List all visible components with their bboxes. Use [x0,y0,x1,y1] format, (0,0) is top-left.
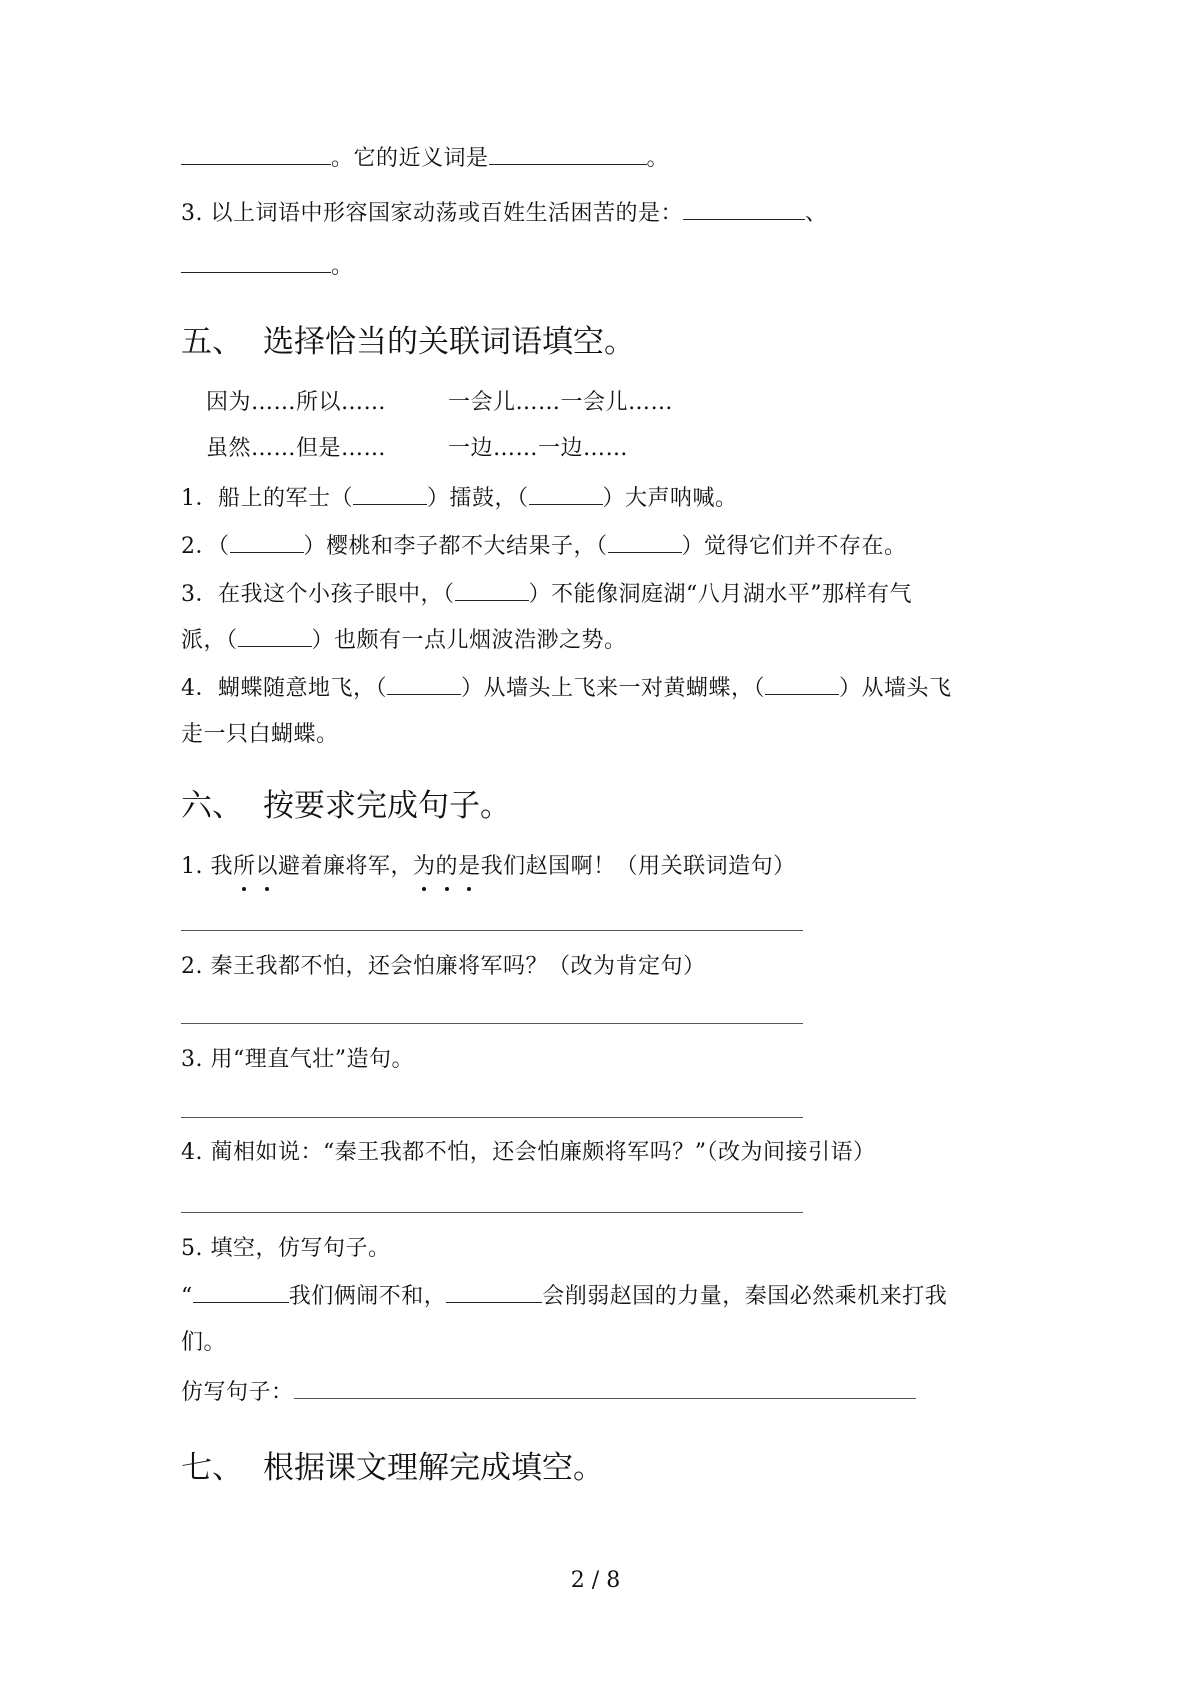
sec5-q4: 4．蝴蝶随意地飞，（ ）从墙头上飞来一对黄蝴蝶，（ ）从墙头飞 [181,672,952,704]
sec6-q4: 4. 蔺相如说：“秦王我都不怕，还会怕廉颇将军吗？”（改为间接引语） [181,1140,876,1165]
fill-blank[interactable] [387,672,461,695]
answer-line[interactable] [181,1117,803,1118]
fill-blank[interactable] [446,1280,542,1303]
fill-blank[interactable] [608,530,682,553]
sec4-q3: 3. 以上词语中形容国家动荡或百姓生活困苦的是： 、 [181,197,828,229]
emphasis-char: 的 [436,852,459,882]
option-row-2: 虽然……但是…… 一边……一边…… [206,436,629,461]
section-6-heading: 六、 按要求完成句子。 [181,788,511,824]
sec6-q5-title: 5. 填空，仿写句子。 [181,1236,391,1261]
fill-blank[interactable] [765,672,839,695]
emphasis-char: 所 [233,852,256,882]
sec6-q3: 3. 用“理直气壮”造句。 [181,1047,414,1072]
fill-blank[interactable] [238,624,312,647]
page-number: 2 / 8 [570,1568,621,1593]
sec5-q4-cont: 走一只白蝴蝶。 [181,722,339,747]
fill-blank[interactable] [489,142,647,165]
sec5-q1: 1．船上的军士（ ）擂鼓，（ ）大声呐喊。 [181,482,738,514]
sec6-q2: 2. 秦王我都不怕，还会怕廉将军吗？（改为肯定句） [181,954,706,979]
section-5-heading: 五、 选择恰当的关联词语填空。 [181,324,635,360]
sec5-q3-cont: 派，（ ）也颇有一点儿烟波浩渺之势。 [181,624,627,656]
sec6-q5-imitate: 仿写句子： [181,1376,916,1408]
fill-blank[interactable] [181,250,331,273]
answer-line[interactable] [181,1212,803,1213]
fill-blank[interactable] [683,197,805,220]
fill-blank[interactable] [193,1280,289,1303]
sec4-q3-cont: 。 [181,250,354,282]
sec5-q2: 2．（ ）樱桃和李子都不大结果子，（ ）觉得它们并不存在。 [181,530,907,562]
option-row-1: 因为……所以…… 一会儿……一会儿…… [206,390,674,415]
sec5-q3: 3．在我这个小孩子眼中，（ ）不能像洞庭湖“八月湖水平”那样有气 [181,578,912,610]
fill-blank[interactable] [353,482,427,505]
sec6-q5-sentence: “ 我们俩闹不和， 会削弱赵国的力量，秦国必然乘机来打我 [181,1280,947,1312]
emphasis-char: 是 [458,852,481,882]
emphasis-char: 以 [256,852,279,882]
fill-blank[interactable] [230,530,304,553]
imitate-answer-line[interactable] [294,1376,916,1399]
sec6-q5-sentence-cont: 们。 [181,1330,227,1355]
fill-blank[interactable] [181,142,331,165]
fill-blank[interactable] [529,482,603,505]
sec6-q1: 1. 我所以避着廉将军，为的是我们赵国啊！（用关联词造句） [181,852,796,882]
fill-blank[interactable] [455,578,529,601]
answer-line[interactable] [181,1023,803,1024]
section-7-heading: 七、 根据课文理解完成填空。 [181,1450,604,1486]
answer-line[interactable] [181,930,803,931]
sec4-line1: 。它的近义词是 。 [181,142,669,174]
emphasis-char: 为 [413,852,436,882]
